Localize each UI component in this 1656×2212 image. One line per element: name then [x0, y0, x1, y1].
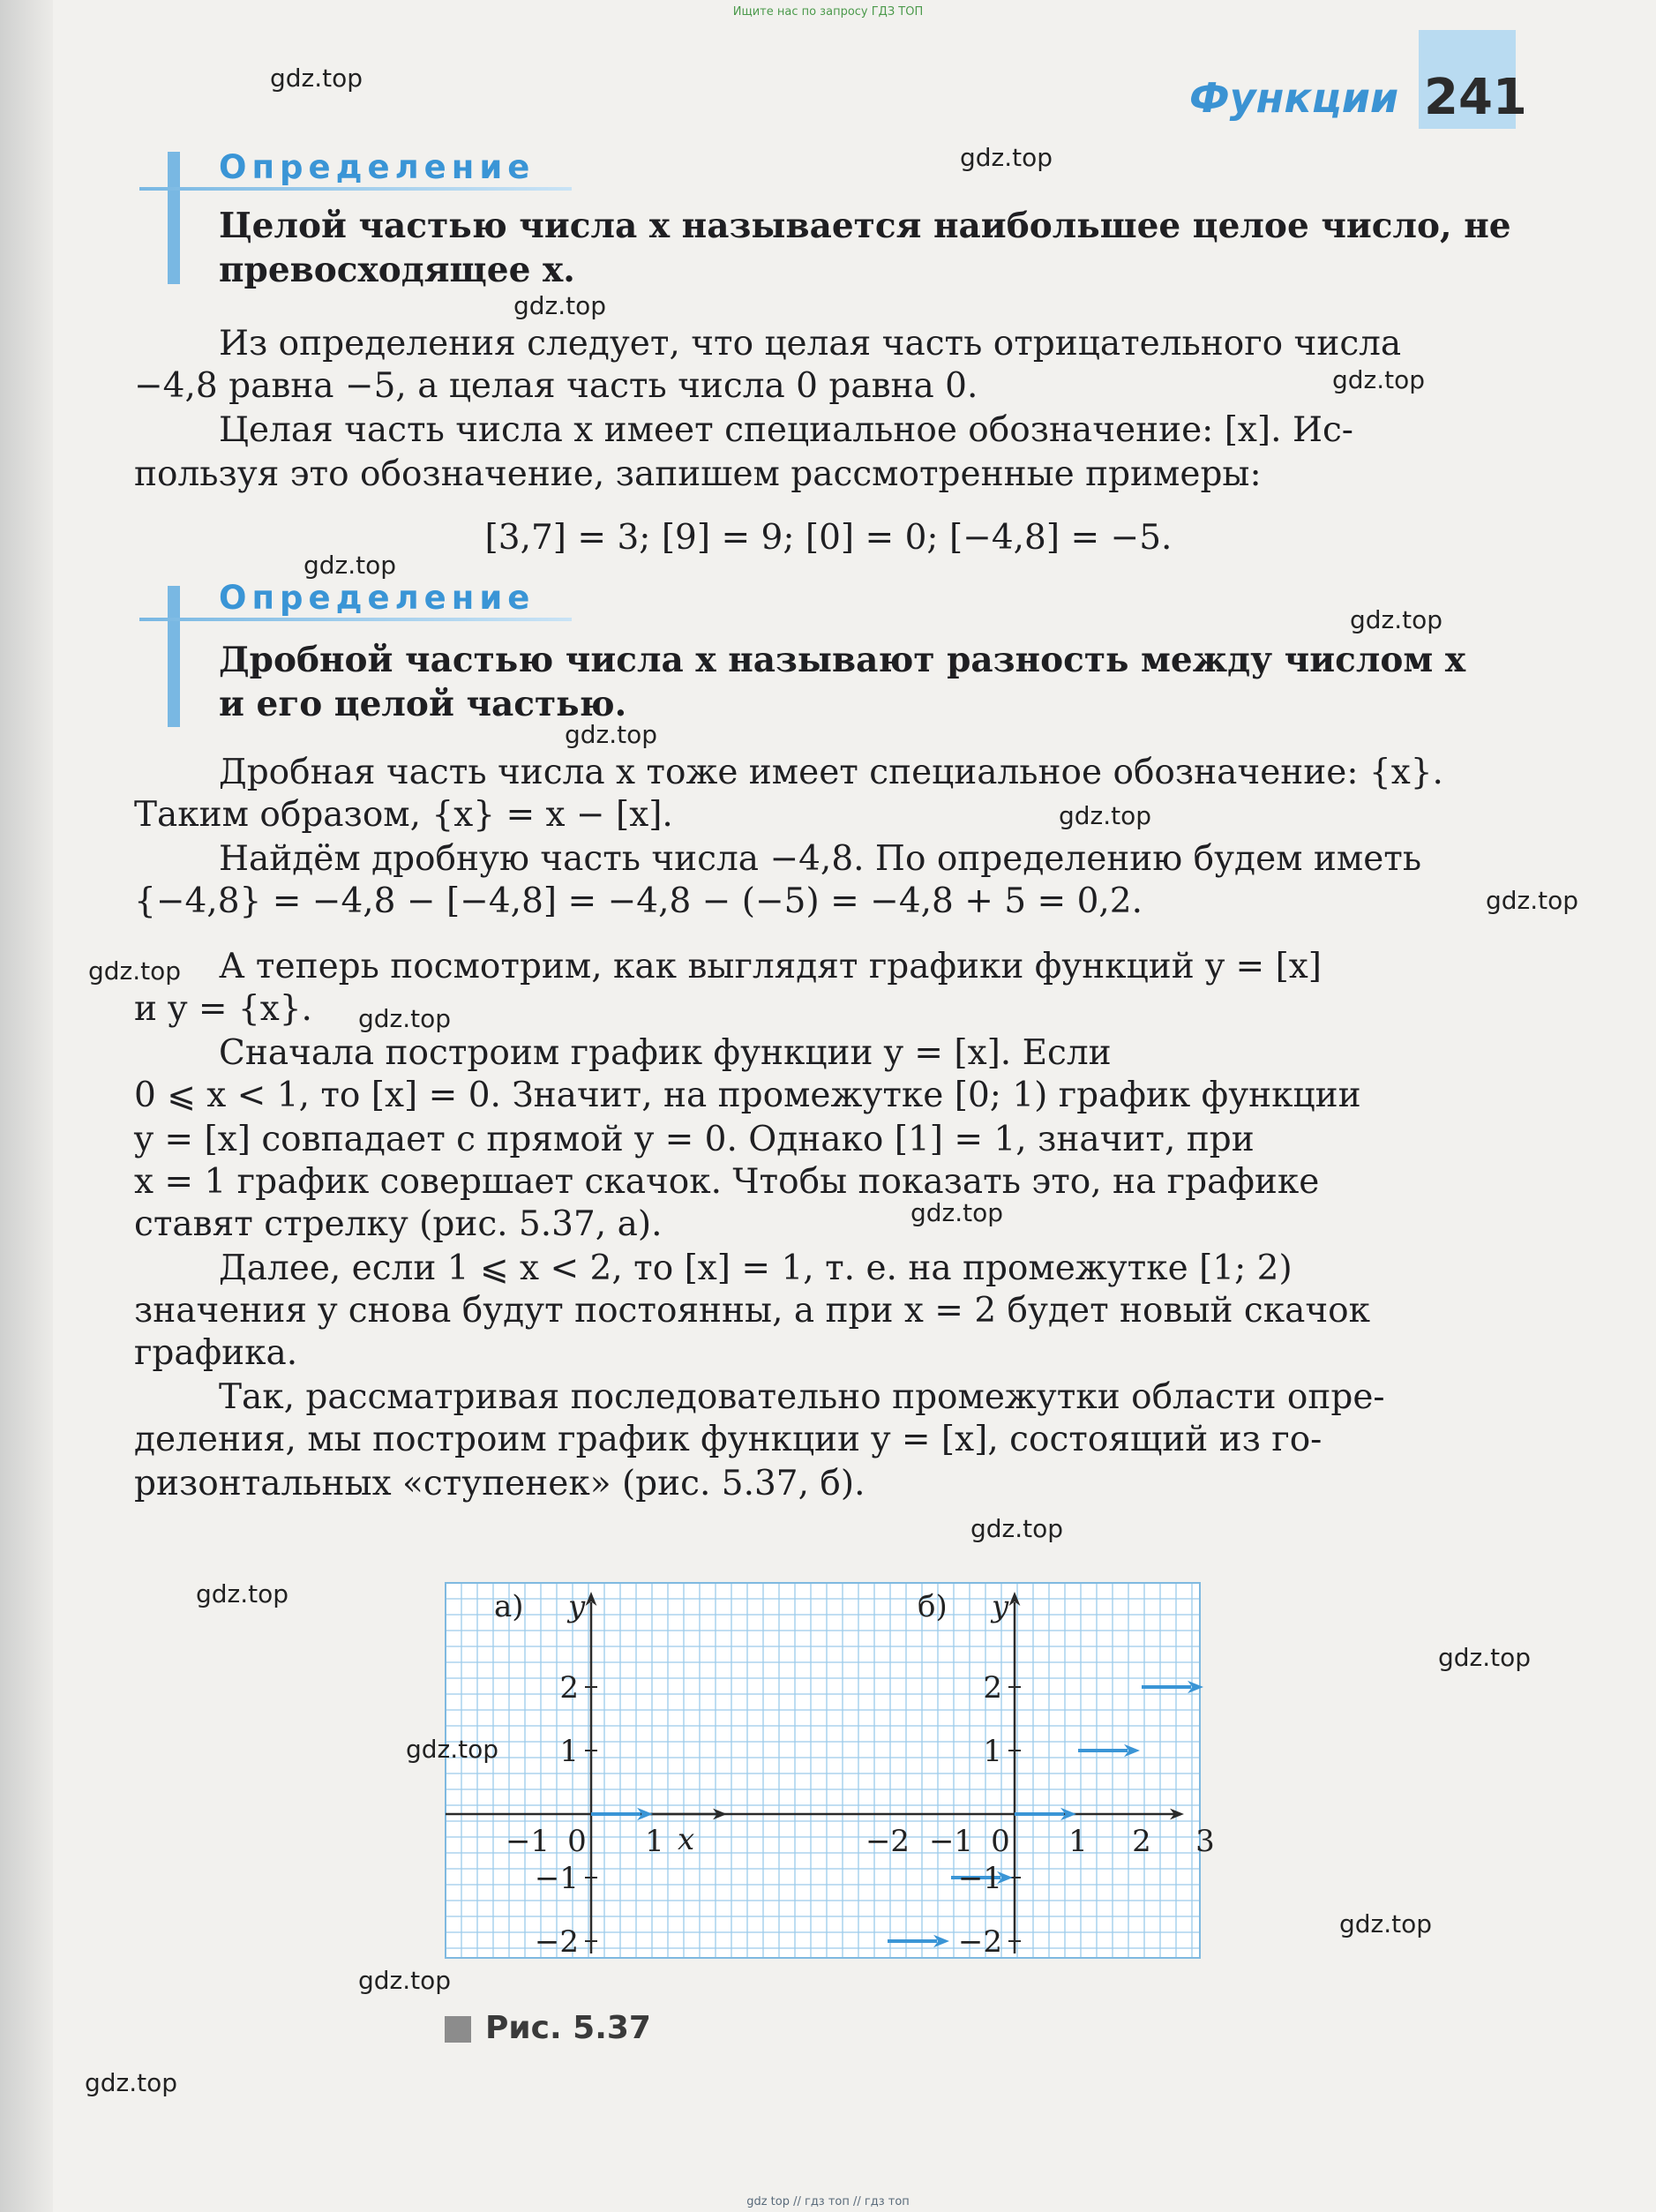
definition-1-line-1: Целой частью числа x называется наибольшее целое число, не [219, 206, 1511, 246]
definition-1-line-2: превосходящее x. [219, 250, 575, 290]
watermark: gdz.top [960, 143, 1053, 172]
watermark: gdz.top [358, 1004, 452, 1033]
y-axis-label: y [568, 1589, 586, 1624]
bottom-note: gdz top // гдз топ // гдз топ [746, 2195, 910, 2208]
y-axis-label: y [992, 1589, 1009, 1624]
x-tick-label: −1 [928, 1824, 974, 1859]
y-tick-label: −1 [957, 1861, 1002, 1896]
definition-2-line-1: Дробной частью числа x называют разность между числом x [219, 640, 1466, 680]
watermark: gdz.top [270, 64, 363, 93]
y-tick-label: 2 [983, 1670, 1002, 1706]
definition-2-line-2: и его целой частью. [219, 684, 627, 724]
panel-label: а) [494, 1589, 524, 1624]
x-tick-label: 2 [1132, 1824, 1151, 1859]
figure-caption: Рис. 5.37 [485, 2010, 651, 2046]
para5-line-2: и y = {x}. [134, 989, 312, 1029]
watermark: gdz.top [406, 1735, 499, 1764]
x-tick-label: −1 [505, 1824, 551, 1859]
x-tick-label: 1 [645, 1824, 664, 1859]
watermark: gdz.top [1486, 886, 1579, 915]
figure-caption-marker [445, 2016, 471, 2043]
para6-line-4: x = 1 график совершает скачок. Чтобы показать это, на графике [134, 1162, 1320, 1202]
watermark: gdz.top [970, 1514, 1064, 1543]
watermark: gdz.top [85, 2068, 178, 2097]
watermark: gdz.top [1332, 365, 1426, 394]
para4-line-1: Найдём дробную часть числа −4,8. По определению будем иметь [219, 839, 1422, 879]
x-axis-label: x [678, 1822, 695, 1857]
watermark: gdz.top [910, 1198, 1004, 1227]
para1-line-1: Из определения следует, что целая часть отрицательного числа [219, 324, 1402, 364]
para6-line-2: 0 ⩽ x < 1, то [x] = 0. Значит, на промежутке [0; 1) график функции [134, 1076, 1361, 1115]
para4-line-2: {−4,8} = −4,8 − [−4,8] = −4,8 − (−5) = −4,8 + 5 = 0,2. [134, 881, 1143, 921]
y-tick-label: 1 [559, 1734, 579, 1769]
definition-bar-2 [168, 586, 180, 727]
page-gutter-shadow [0, 0, 53, 2212]
para8-line-3: ризонтальных «ступенек» (рис. 5.37, б). [134, 1464, 865, 1503]
definition-bar-1 [168, 152, 180, 284]
watermark: gdz.top [88, 956, 182, 986]
watermark: gdz.top [358, 1966, 452, 1995]
x-tick-label: −2 [865, 1824, 910, 1859]
y-tick-label: 2 [559, 1670, 579, 1706]
para2-line-2: пользуя это обозначение, запишем рассмотренные примеры: [134, 454, 1262, 494]
para5-line-1: А теперь посмотрим, как выглядят графики функций y = [x] [219, 947, 1323, 986]
page-number: 241 [1424, 69, 1527, 126]
definition-title-1: Определение [219, 148, 536, 186]
para2-line-1: Целая часть числа x имеет специальное обозначение: [x]. Ис- [219, 410, 1353, 450]
watermark: gdz.top [513, 291, 607, 320]
x-tick-label: 1 [1068, 1824, 1088, 1859]
section-title: Функции [1189, 74, 1399, 122]
figure-5-37 [441, 1576, 1215, 1964]
definition-underline-2 [139, 618, 572, 621]
y-tick-label: −1 [534, 1861, 579, 1896]
y-tick-label: −2 [957, 1924, 1002, 1960]
definition-underline-1 [139, 187, 572, 191]
top-search-note: Ищите нас по запросу ГДЗ ТОП [732, 5, 924, 19]
para3-line-1: Дробная часть числа x тоже имеет специальное обозначение: {x}. [219, 753, 1443, 792]
x-tick-label: 0 [991, 1824, 1010, 1859]
y-tick-label: −2 [534, 1924, 579, 1960]
para7-line-3: графика. [134, 1333, 298, 1373]
x-tick-label: 3 [1195, 1824, 1215, 1859]
para8-line-2: деления, мы построим график функции y = [x], состоящий из го- [134, 1420, 1323, 1459]
watermark: gdz.top [565, 720, 658, 749]
para1-line-2: −4,8 равна −5, а целая часть числа 0 равна 0. [134, 366, 978, 406]
watermark: gdz.top [303, 551, 397, 580]
watermark: gdz.top [1438, 1643, 1532, 1672]
para7-line-2: значения y снова будут постоянны, а при x = 2 будет новый скачок [134, 1291, 1371, 1331]
watermark: gdz.top [1350, 605, 1443, 634]
watermark: gdz.top [1339, 1909, 1433, 1938]
figure-background [446, 1583, 1200, 1958]
para6-line-1: Сначала построим график функции y = [x]. Если [219, 1033, 1112, 1073]
para7-line-1: Далее, если 1 ⩽ x < 2, то [x] = 1, т. е. на промежутке [1; 2) [219, 1248, 1293, 1288]
para6-line-3: y = [x] совпадает с прямой y = 0. Однако [1] = 1, значит, при [134, 1120, 1255, 1159]
y-tick-label: 1 [983, 1734, 1002, 1769]
definition-title-2: Определение [219, 579, 536, 617]
watermark: gdz.top [1059, 801, 1152, 830]
para3-line-2: Таким образом, {x} = x − [x]. [134, 795, 673, 835]
formula-examples: [3,7] = 3; [9] = 9; [0] = 0; [−4,8] = −5. [484, 518, 1173, 558]
para8-line-1: Так, рассматривая последовательно промежутки области опре- [219, 1377, 1385, 1417]
para6-line-5: ставят стрелку (рис. 5.37, а). [134, 1204, 663, 1244]
watermark: gdz.top [196, 1579, 289, 1608]
x-tick-label: 0 [567, 1824, 587, 1859]
panel-label: б) [918, 1589, 948, 1624]
